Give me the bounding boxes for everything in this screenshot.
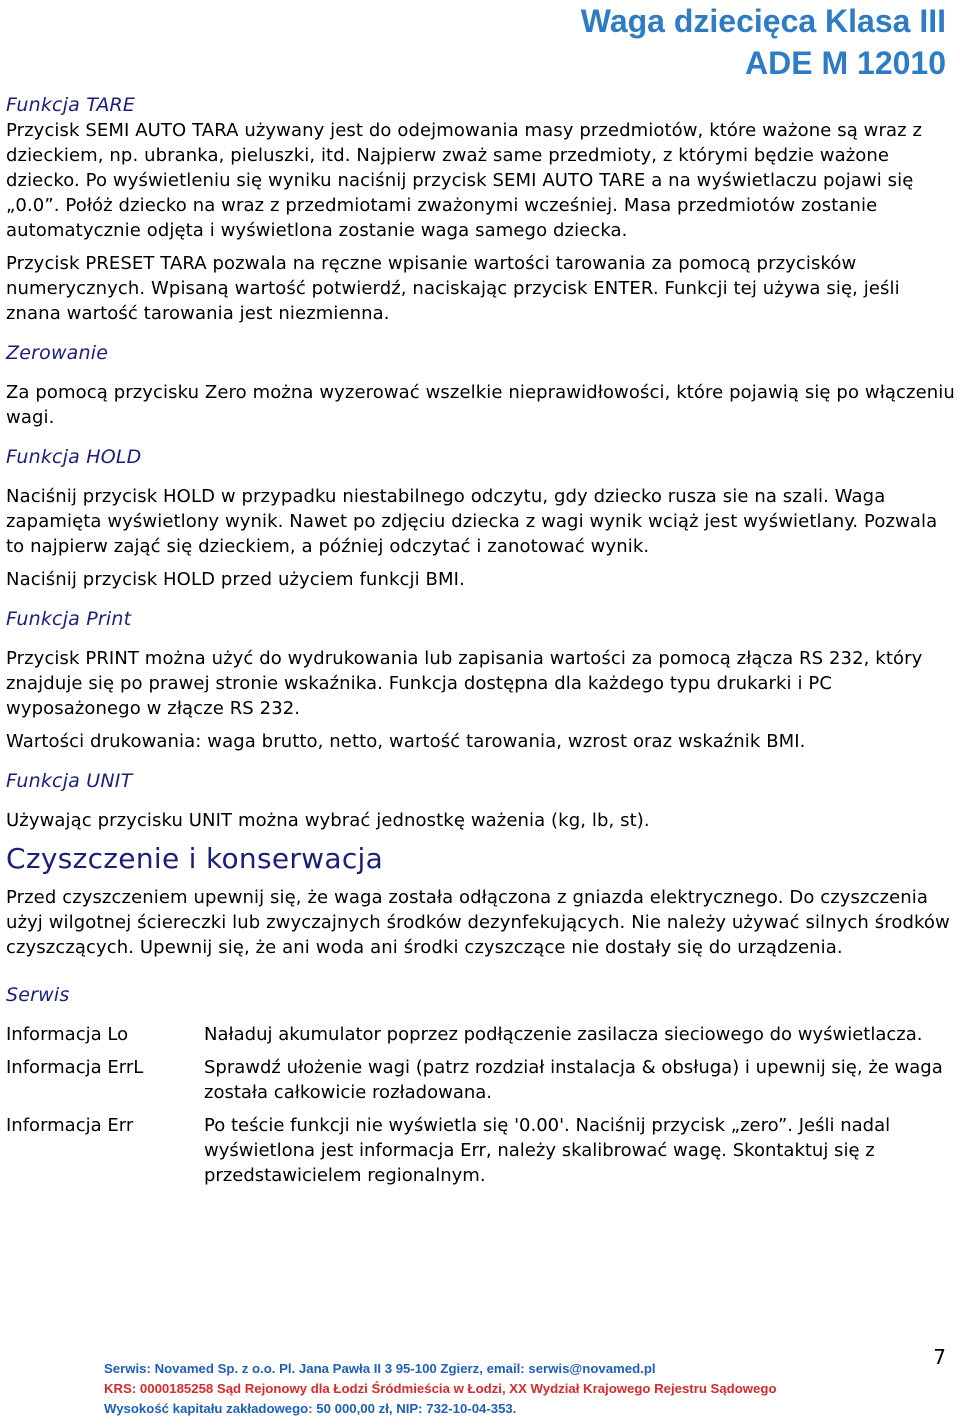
service-row: [6, 1022, 956, 1055]
tare-paragraph-2: Przycisk PRESET TARA pozwala na ręczne wpisanie wartości tarowania za pomocą przycisków numerycznych. Wpisaną wartość potwierdź, naciskając przycisk ENTER. Funkcji tej używa się, jeśli znana wartość tarowania jest niezmienna.: [6, 253, 900, 324]
header-title-line2: ADE M 12010: [745, 45, 946, 81]
service-row: [6, 1113, 956, 1196]
cleaning-paragraph: Przed czyszczeniem upewnij się, że waga została odłączona z gniazda elektrycznego. Do czyszczenia użyj wilgotnej ściereczki lub zwyczajnych środków dezynfekujących. Nie należy używać silnych środków czyszczących. Upewnij się, że ani woda ani środki czyszczące nie dostały się do urządzenia.: [6, 887, 950, 958]
section-title-service: Serwis: [6, 984, 70, 1006]
service-row-label: Informacja Lo: [6, 1024, 129, 1045]
print-paragraph-1: Przycisk PRINT można użyć do wydrukowania lub zapisania wartości za pomocą złącza RS 232, który znajduje się po prawej stronie wskaźnika. Funkcja dostępna dla każdego typu drukarki i PC wyposażonego w złącze RS 232.: [6, 648, 923, 719]
service-row-text: Naładuj akumulator poprzez podłączenie zasilacza sieciowego do wyświetlacza.: [204, 1024, 923, 1045]
section-title-cleaning: Czyszczenie i konserwacja: [6, 842, 384, 875]
tare-paragraph-1: Przycisk SEMI AUTO TARA używany jest do odejmowania masy przedmiotów, które ważone są wraz z dzieckiem, np. ubranka, pieluszki, itd. Najpierw zważ same przedmioty, z którymi będzie ważone dziecko. Po wyświetleniu się wyniku naciśnij przycisk SEMI AUTO TARE a na wyświetlaczu pojawi się „0.0”. Połóż dziecko na wraz z przedmiotami zważonymi wcześniej. Masa przedmiotów zostanie automatycznie odjęta i wyświetlona zostanie waga samego dziecka.: [6, 120, 923, 241]
service-row-text: Po teście funkcji nie wyświetla się '0.00'. Naciśnij przycisk „zero”. Jeśli nadal wyświetlona jest informacja Err, należy skalibrować wagę. Skontaktuj się z przedstawicielem regionalnym.: [204, 1115, 891, 1186]
zero-paragraph: Za pomocą przycisku Zero można wyzerować wszelkie nieprawidłowości, które pojawią się po włączeniu wagi.: [6, 382, 955, 428]
footer-capital-line: Wysokość kapitału zakładowego: 50 000,00 zł, NIP: 732-10-04-353.: [104, 1401, 517, 1416]
footer-krs-line: KRS: 0000185258 Sąd Rejonowy dla Łodzi Śródmieścia w Łodzi, XX Wydział Krajowego Rejestru Sądowego: [104, 1381, 777, 1396]
section-title-tare: Funkcja TARE: [6, 94, 136, 116]
header-title-line1: Waga dziecięca Klasa III: [580, 3, 946, 39]
service-row-label: Informacja Err: [6, 1115, 134, 1136]
page-number: 7: [933, 1345, 946, 1369]
hold-paragraph-1: Naciśnij przycisk HOLD w przypadku niestabilnego odczytu, gdy dziecko rusza sie na szali. Waga zapamięta wyświetlony wynik. Nawet po zdjęciu dziecka z wagi wynik wciąż jest wyświetlany. Pozwala to najpierw zająć się dzieckiem, a później odczytać i zanotować wynik.: [6, 486, 938, 557]
section-title-zero: Zerowanie: [6, 342, 109, 364]
print-paragraph-2: Wartości drukowania: waga brutto, netto, wartość tarowania, wzrost oraz wskaźnik BMI.: [6, 731, 806, 752]
section-title-unit: Funkcja UNIT: [6, 770, 133, 792]
document-header: [581, 0, 946, 84]
footer: [104, 1359, 884, 1419]
service-row-label: Informacja ErrL: [6, 1057, 144, 1078]
footer-service-line: Serwis: Novamed Sp. z o.o. Pl. Jana Pawła II 3 95-100 Zgierz, email: serwis@novamed.pl: [104, 1361, 656, 1376]
service-table: [6, 1022, 956, 1196]
service-row-text: Sprawdź ułożenie wagi (patrz rozdział instalacja & obsługa) i upewnij się, że waga została całkowicie rozładowana.: [204, 1057, 943, 1103]
hold-paragraph-2: Naciśnij przycisk HOLD przed użyciem funkcji BMI.: [6, 569, 465, 590]
main-content: [6, 92, 956, 1196]
service-row: [6, 1055, 956, 1113]
unit-paragraph: Używając przycisku UNIT można wybrać jednostkę ważenia (kg, lb, st).: [6, 810, 650, 831]
section-title-hold: Funkcja HOLD: [6, 446, 142, 468]
section-title-print: Funkcja Print: [6, 608, 132, 630]
